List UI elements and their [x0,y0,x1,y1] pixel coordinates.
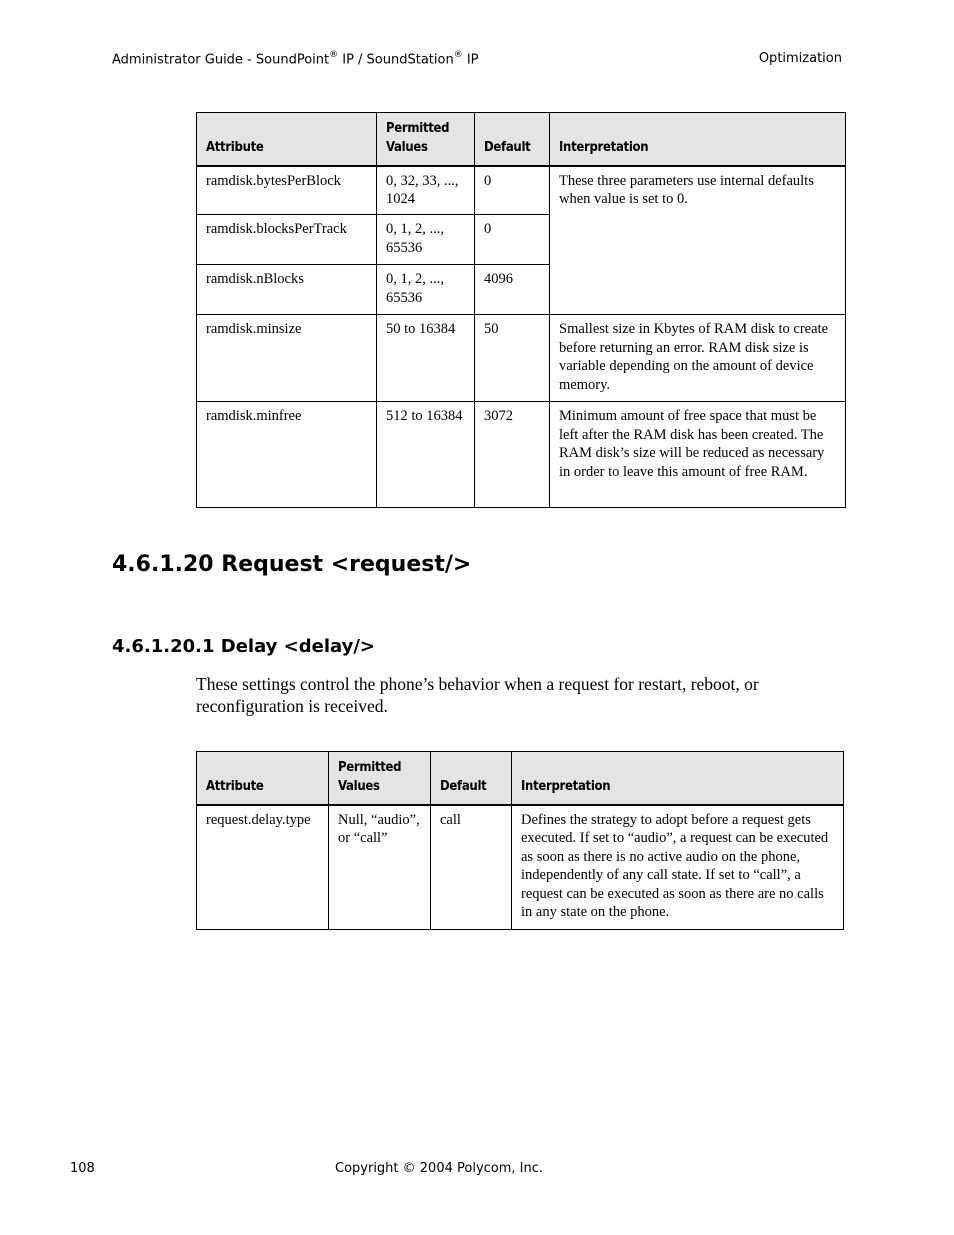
cell-default: 0 [475,166,550,215]
cell-values: 50 to 16384 [377,315,475,402]
cell-attribute: ramdisk.bytesPerBlock [197,166,377,215]
cell-values: 0, 1, 2, ..., 65536 [377,265,475,315]
table-row [197,805,844,930]
table-row [197,402,846,508]
cell-default: 4096 [475,265,550,315]
header-permitted-values: Permitted Values [377,113,475,166]
table-row [197,166,846,215]
cell-values: 0, 32, 33, ..., 1024 [377,166,475,215]
header-default: Default [475,113,550,166]
header-interpretation: Interpretation [550,113,846,166]
header-attribute: Attribute [197,752,329,805]
cell-default: call [431,805,512,930]
section-heading-request: 4.6.1.20 Request <request/> [112,552,472,577]
cell-default: 3072 [475,402,550,508]
cell-interpretation: Minimum amount of free space that must be left after the RAM disk has been created. The RAM disk’s size will be reduced as necessary in order to leave this amount of free RAM. [550,402,846,508]
header-permitted-values: Permitted Values [329,752,431,805]
page-number: 108 [70,1161,95,1176]
subsection-heading-delay: 4.6.1.20.1 Delay <delay/> [112,636,376,657]
ramdisk-attribute-table [196,112,846,508]
header-interpretation: Interpretation [512,752,844,805]
cell-values: 512 to 16384 [377,402,475,508]
cell-attribute: ramdisk.blocksPerTrack [197,215,377,265]
cell-attribute: request.delay.type [197,805,329,930]
cell-interpretation: Defines the strategy to adopt before a request gets executed. If set to “audio”, a request can be executed as soon as there is no active audio on the phone, independently of any call state. If set to “call”, a request can be executed as soon as there are no calls in any state on the phone. [512,805,844,930]
cell-interpretation: Smallest size in Kbytes of RAM disk to create before returning an error. RAM disk size is variable depending on the amount of device memory. [550,315,846,402]
table-header-row [197,113,846,166]
table-header-row [197,752,844,805]
cell-interpretation: These three parameters use internal defaults when value is set to 0. [550,166,846,315]
cell-attribute: ramdisk.minfree [197,402,377,508]
cell-values: 0, 1, 2, ..., 65536 [377,215,475,265]
header-default: Default [431,752,512,805]
cell-attribute: ramdisk.minsize [197,315,377,402]
cell-default: 50 [475,315,550,402]
table-row [197,315,846,402]
running-header-section: Optimization [758,51,842,66]
cell-attribute: ramdisk.nBlocks [197,265,377,315]
cell-values: Null, “audio”, or “call” [329,805,431,930]
copyright-notice: Copyright © 2004 Polycom, Inc. [335,1161,544,1176]
request-delay-attribute-table [196,751,844,930]
intro-paragraph: These settings control the phone’s behavior when a request for restart, reboot, or reconfiguration is received. [196,674,759,716]
cell-default: 0 [475,215,550,265]
header-attribute: Attribute [197,113,377,166]
running-header-title: Administrator Guide - SoundPoint® IP / SoundStation® IP [112,50,479,68]
